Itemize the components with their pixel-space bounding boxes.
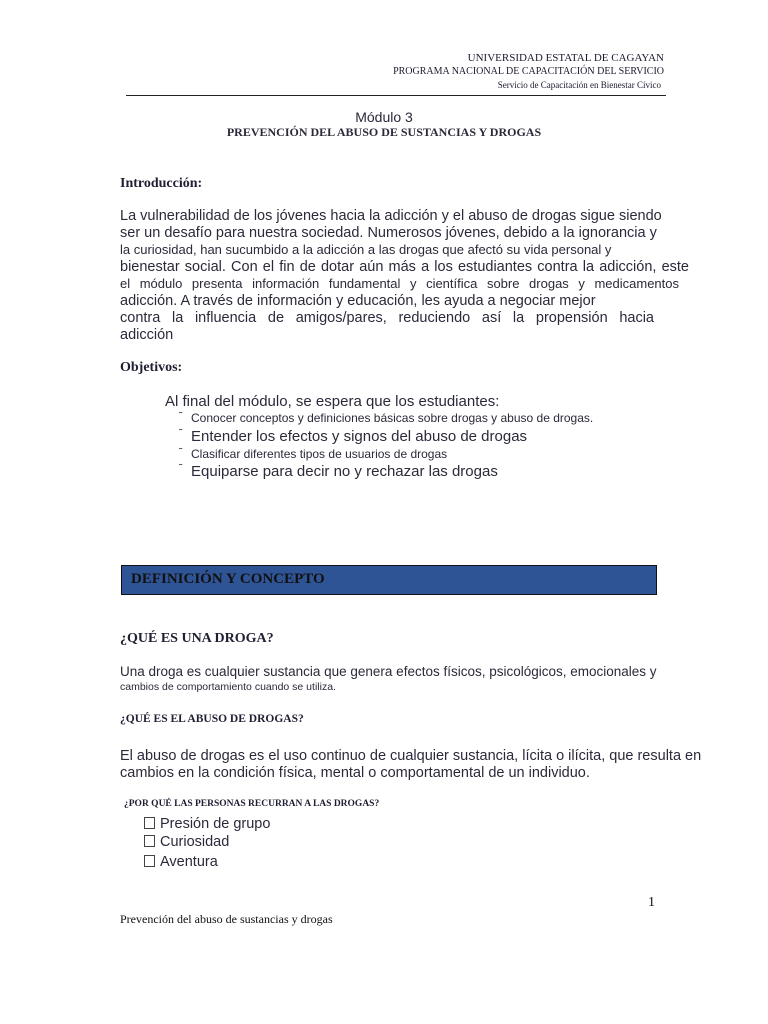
header-university: UNIVERSIDAD ESTATAL DE CAGAYAN	[467, 52, 664, 64]
tilde-bullet-icon: ˜	[179, 447, 183, 458]
header-rule	[126, 95, 666, 96]
objective-item: ˜ Clasificar diferentes tipos de usuarios de drogas	[179, 447, 448, 461]
objective-item: ˜ Entender los efectos y signos del abuso de drogas	[179, 428, 528, 445]
objectives-heading: Objetivos:	[120, 360, 183, 375]
header-program: PROGRAMA NACIONAL DE CAPACITACIÓN DEL SERVICIO	[393, 66, 664, 77]
what-is-drug-line: cambios de comportamiento cuando se utiliza.	[120, 681, 336, 693]
what-is-abuse-line: El abuso de drogas es el uso continuo de cualquier sustancia, lícita o ilícita, que resulta en	[120, 748, 702, 764]
checkbox-square-icon	[144, 855, 155, 867]
what-is-drug-line: Una droga es cualquier sustancia que genera efectos físicos, psicológicos, emocionales y	[120, 664, 657, 679]
intro-line: adicción	[120, 327, 174, 343]
tilde-bullet-icon: ˜	[179, 428, 183, 439]
intro-line: adicción. A través de información y educación, les ayuda a negociar mejor	[120, 293, 596, 309]
intro-line: contra la influencia de amigos/pares, reduciendo así la propensión hacia	[120, 310, 654, 326]
objective-item: ˜ Conocer conceptos y definiciones básicas sobre drogas y abuso de drogas.	[179, 411, 594, 425]
objectives-lead: Al final del módulo, se espera que los estudiantes:	[165, 393, 500, 410]
header-service: Servicio de Capacitación en Bienestar Cívico	[497, 80, 661, 90]
section-banner	[121, 565, 657, 595]
checkbox-square-icon	[144, 817, 155, 829]
why-heading: ¿POR QUÉ LAS PERSONAS RECURRAN A LAS DROGAS?	[124, 799, 380, 809]
what-is-drug-heading: ¿QUÉ ES UNA DROGA?	[120, 631, 274, 646]
objective-item: ˜ Equiparse para decir no y rechazar las drogas	[179, 463, 498, 480]
why-item: Curiosidad	[144, 834, 229, 850]
checkbox-square-icon	[144, 835, 155, 847]
intro-line: bienestar social. Con el fin de dotar aún más a los estudiantes contra la adicción, este	[120, 259, 689, 275]
intro-line: ser un desafío para nuestra sociedad. Numerosos jóvenes, debido a la ignorancia y	[120, 225, 657, 241]
what-is-abuse-line: cambios en la condición física, mental o comportamental de un individuo.	[120, 765, 590, 781]
module-title: PREVENCIÓN DEL ABUSO DE SUSTANCIAS Y DROGAS	[226, 125, 542, 139]
why-item: Presión de grupo	[144, 816, 270, 832]
module-number: Módulo 3	[355, 109, 413, 125]
intro-line: La vulnerabilidad de los jóvenes hacia la adicción y el abuso de drogas sigue siendo	[120, 208, 662, 224]
tilde-bullet-icon: ˜	[179, 463, 183, 474]
tilde-bullet-icon: ˜	[179, 411, 183, 422]
section-title: DEFINICIÓN Y CONCEPTO	[131, 571, 325, 587]
what-is-abuse-heading: ¿QUÉ ES EL ABUSO DE DROGAS?	[120, 713, 304, 725]
intro-heading: Introducción:	[120, 176, 203, 191]
page-number: 1	[648, 895, 655, 910]
intro-line: el módulo presenta información fundamental y científica sobre drogas y medicamentos	[120, 276, 679, 291]
intro-line: la curiosidad, han sucumbido a la adicción a las drogas que afectó su vida personal y	[120, 242, 612, 257]
why-item: Aventura	[144, 854, 218, 870]
footer-text: Prevención del abuso de sustancias y drogas	[120, 912, 333, 926]
